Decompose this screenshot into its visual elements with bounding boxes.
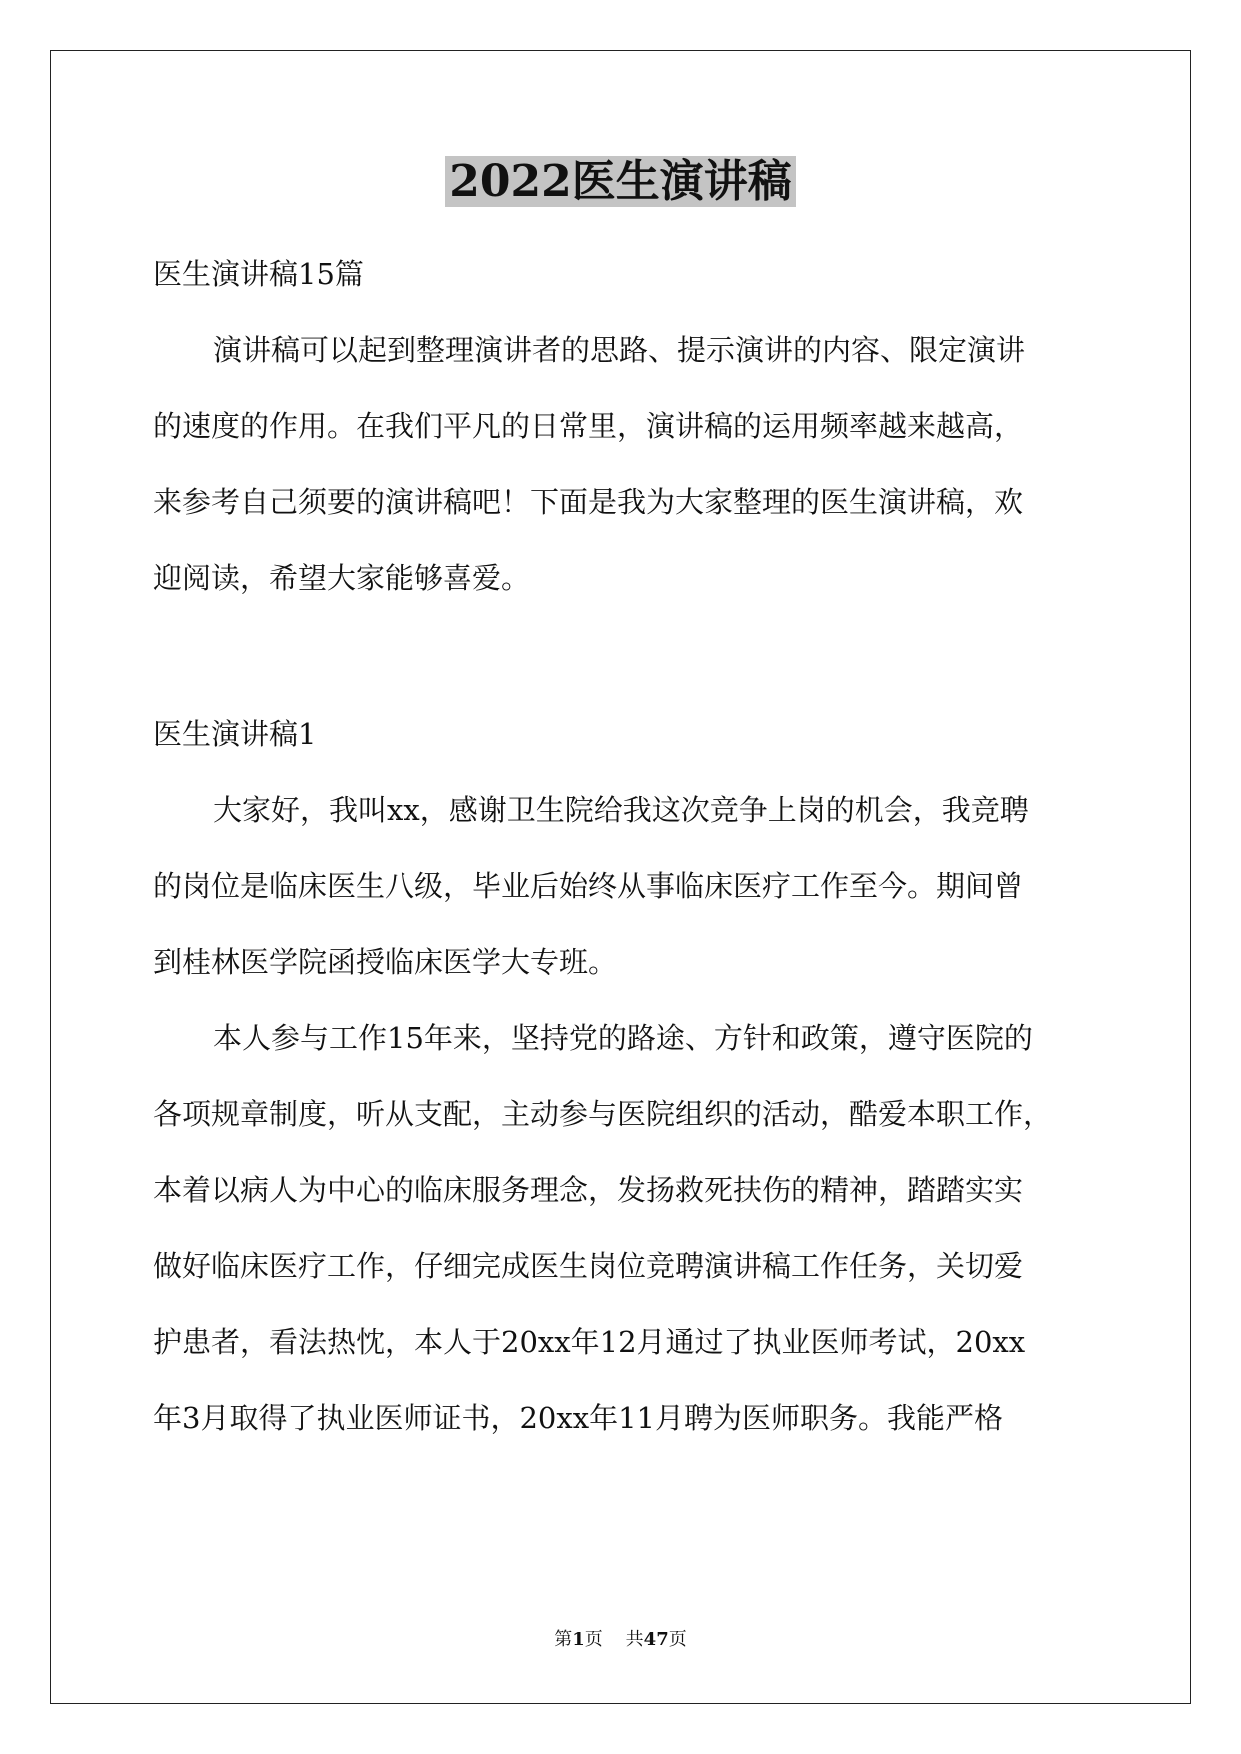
paragraph-line: 的岗位是临床医生八级，毕业后始终从事临床医疗工作至今。期间曾: [153, 869, 1024, 903]
total-prefix: 共: [625, 1629, 644, 1650]
intro-line: 演讲稿可以起到整理演讲者的思路、提示演讲的内容、限定演讲: [213, 333, 1026, 367]
page-footer: [0, 1628, 1241, 1652]
document-title: [0, 150, 1241, 214]
paragraph-2: [153, 1000, 1093, 1456]
page-prefix: 第: [554, 1629, 573, 1650]
intro-paragraph: [153, 312, 1093, 616]
section-heading: 医生演讲稿1: [153, 717, 317, 751]
intro-line: 来参考自己须要的演讲稿吧！下面是我为大家整理的医生演讲稿，欢: [153, 485, 1024, 519]
page-suffix: 页: [584, 1629, 603, 1650]
intro-line: 迎阅读，希望大家能够喜爱。: [153, 561, 531, 595]
paragraph-1: [153, 772, 1093, 1000]
intro-line: 的速度的作用。在我们平凡的日常里，演讲稿的运用频率越来越高，: [153, 409, 1024, 443]
document-subtitle: 医生演讲稿15篇: [153, 257, 364, 291]
paragraph-line: 护患者，看法热忱，本人于20xx年12月通过了执业医师考试，20xx: [153, 1325, 1026, 1359]
total-pages: 47: [643, 1629, 669, 1650]
page-number: 1: [572, 1629, 585, 1650]
paragraph-line: 年3月取得了执业医师证书，20xx年11月聘为医师职务。我能严格: [153, 1401, 1003, 1435]
paragraph-line: 做好临床医疗工作，仔细完成医生岗位竞聘演讲稿工作任务，关切爱: [153, 1249, 1024, 1283]
paragraph-line: 大家好，我叫xx，感谢卫生院给我这次竞争上岗的机会，我竞聘: [213, 793, 1029, 827]
total-suffix: 页: [668, 1629, 687, 1650]
document-body: [153, 236, 1093, 1456]
paragraph-line: 本人参与工作15年来，坚持党的路途、方针和政策，遵守医院的: [213, 1021, 1033, 1055]
document-title-text: 2022医生演讲稿: [445, 156, 795, 207]
paragraph-line: 到桂林医学院函授临床医学大专班。: [153, 945, 618, 979]
paragraph-line: 本着以病人为中心的临床服务理念，发扬救死扶伤的精神，踏踏实实: [153, 1173, 1024, 1207]
paragraph-line: 各项规章制度，听从支配，主动参与医院组织的活动，酷爱本职工作，: [153, 1097, 1053, 1131]
